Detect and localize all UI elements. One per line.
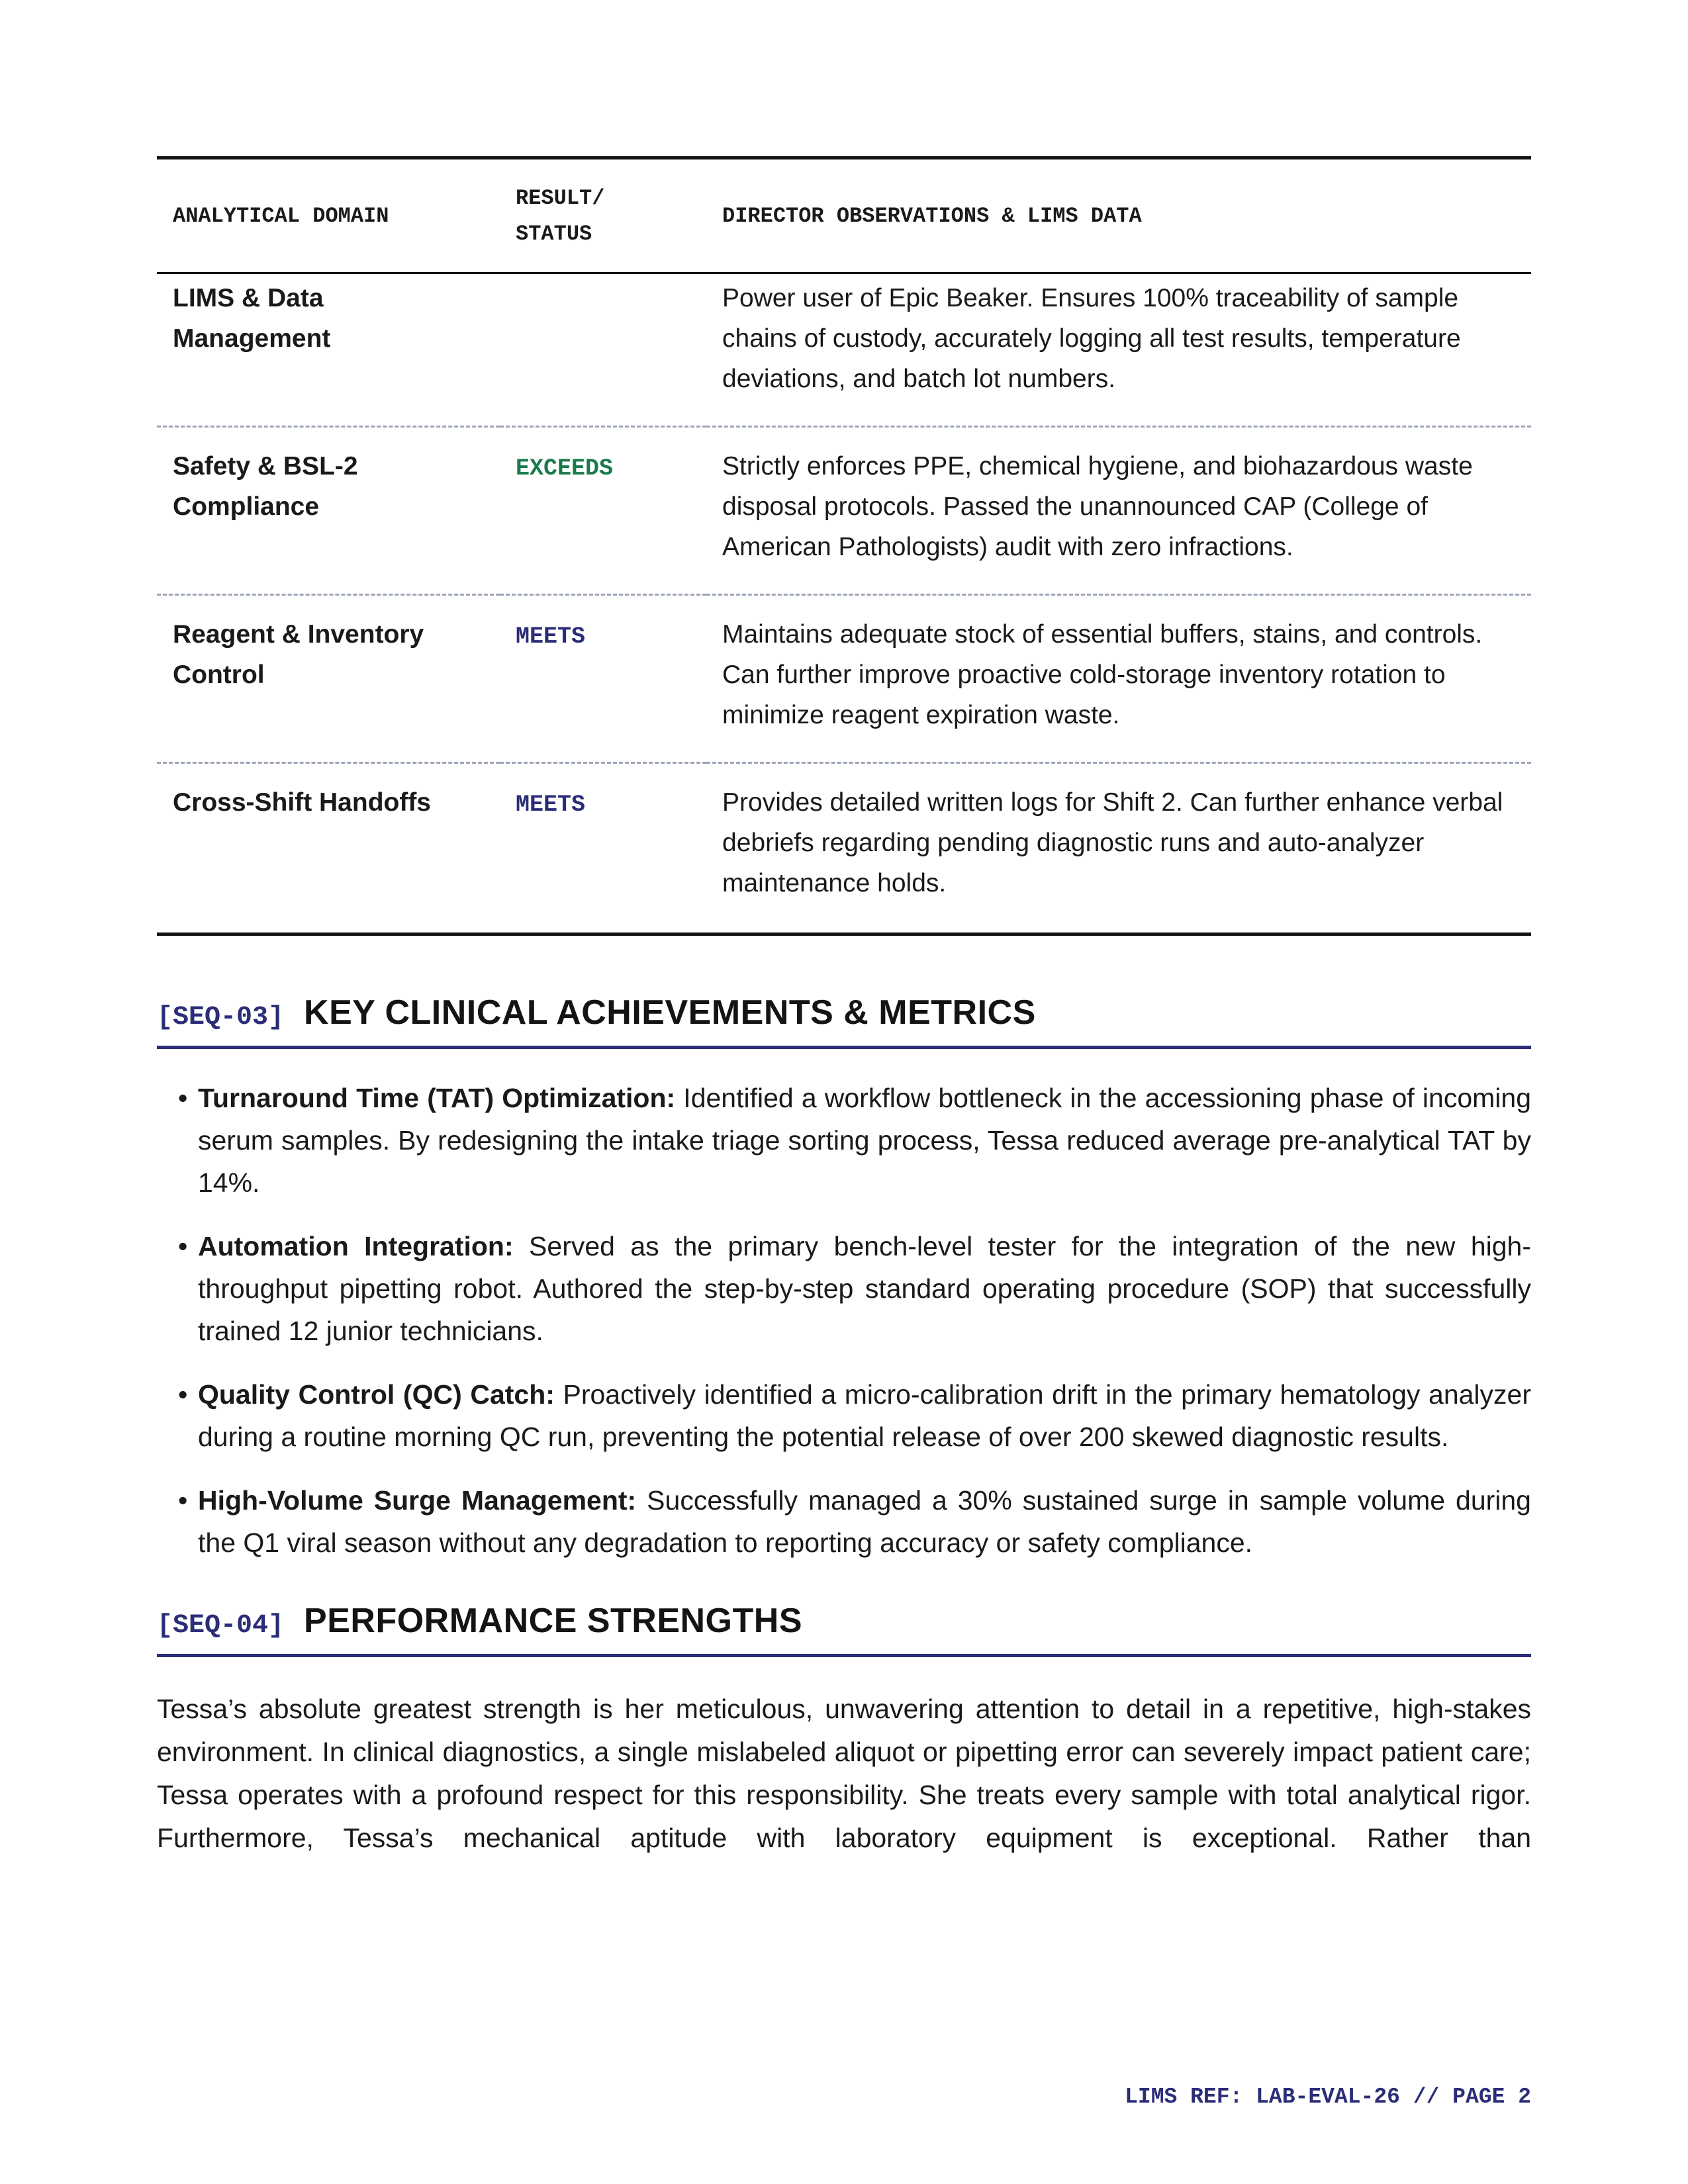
bullet-icon: •	[178, 1485, 188, 1516]
achievements-section-heading	[157, 993, 1531, 1049]
achievement-label: High-Volume Surge Management:	[198, 1485, 637, 1516]
observation-cell: Provides detailed written logs for Shift 2. Can further enhance verbal debriefs regarding pending diagnostic runs and auto-analyzer maintenance holds.	[706, 763, 1531, 934]
bullet-icon: •	[178, 1231, 188, 1261]
achievements-list	[157, 1077, 1531, 1564]
status-badge: MEETS	[516, 623, 586, 650]
domain-cell: Safety & BSL-2 Compliance	[157, 427, 500, 595]
achievement-text: Identified a workflow bottleneck in the accessioning phase of incoming serum samples. By redesigning the intake triage sorting process, Tessa reduced average pre-analytical TAT by 14%.	[198, 1083, 1531, 1198]
list-item	[157, 1479, 1531, 1564]
domain-cell: LIMS & Data Management	[173, 284, 331, 353]
bullet-icon: •	[178, 1379, 188, 1410]
table-row	[157, 595, 1531, 763]
status-cell	[500, 427, 706, 595]
observation-cell: Power user of Epic Beaker. Ensures 100% traceability of sample chains of custody, accurately logging all test results, temperature deviations, and batch lot numbers.	[722, 284, 1461, 393]
status-badge: EXCEEDS	[516, 455, 614, 482]
evaluation-table	[157, 156, 1531, 936]
section-title: PERFORMANCE STRENGTHS	[304, 1602, 803, 1640]
table-row	[157, 427, 1531, 595]
list-item	[157, 1225, 1531, 1352]
list-item	[157, 1077, 1531, 1204]
domain-cell: Cross-Shift Handoffs	[157, 763, 500, 934]
achievement-label: Automation Integration:	[198, 1231, 514, 1261]
status-cell	[500, 763, 706, 934]
section-sequence-tag: [SEQ-04]	[157, 1611, 285, 1641]
section-title: KEY CLINICAL ACHIEVEMENTS & METRICS	[304, 993, 1036, 1032]
strengths-section-heading	[157, 1601, 1531, 1657]
table-row	[157, 273, 1531, 427]
achievement-label: Turnaround Time (TAT) Optimization:	[198, 1083, 676, 1113]
page-footer: LIMS REF: LAB-EVAL-26 // PAGE 2	[1125, 2085, 1531, 2109]
achievement-text: Served as the primary bench-level tester for the integration of the new high-throughput pipetting robot. Authored the step-by-step standard operating procedure (SOP) that successfully trained 12 junior technicians.	[198, 1231, 1531, 1346]
status-cell	[500, 273, 706, 427]
header-analytical-domain: ANALYTICAL DOMAIN	[157, 158, 500, 273]
document-page	[157, 156, 1531, 1860]
domain-cell: Reagent & Inventory Control	[157, 595, 500, 763]
section-sequence-tag: [SEQ-03]	[157, 1003, 285, 1032]
table-row	[157, 763, 1531, 934]
header-director-observations: DIRECTOR OBSERVATIONS & LIMS DATA	[706, 158, 1531, 273]
achievement-label: Quality Control (QC) Catch:	[198, 1379, 555, 1410]
table-header-row	[157, 158, 1531, 273]
header-result-status: RESULT/ STATUS	[500, 158, 706, 273]
status-badge: MEETS	[516, 792, 586, 818]
observation-cell: Strictly enforces PPE, chemical hygiene, and biohazardous waste disposal protocols. Passed the unannounced CAP (College of American Pathologists) audit with zero infractions.	[706, 427, 1531, 595]
status-cell	[500, 595, 706, 763]
bullet-icon: •	[178, 1083, 188, 1113]
observation-cell: Maintains adequate stock of essential buffers, stains, and controls. Can further improve proactive cold-storage inventory rotation to minimize reagent expiration waste.	[706, 595, 1531, 763]
achievement-text: Proactively identified a micro-calibration drift in the primary hematology analyzer during a routine morning QC run, preventing the potential release of over 200 skewed diagnostic results.	[198, 1379, 1532, 1452]
list-item	[157, 1373, 1531, 1458]
strengths-paragraph: Tessa’s absolute greatest strength is her meticulous, unwavering attention to detail in a repetitive, high-stakes environment. In clinical diagnostics, a single mislabeled aliquot or pipetting error can severely impact patient care; Tessa operates with a profound respect for this responsibility. She treats every sample with total analytical rigor. Furthermore, Tessa’s mechanical aptitude with laboratory equipment is exceptional. Rather than	[157, 1694, 1531, 1853]
achievement-text: Successfully managed a 30% sustained surge in sample volume during the Q1 viral season without any degradation to reporting accuracy or safety compliance.	[198, 1485, 1531, 1558]
